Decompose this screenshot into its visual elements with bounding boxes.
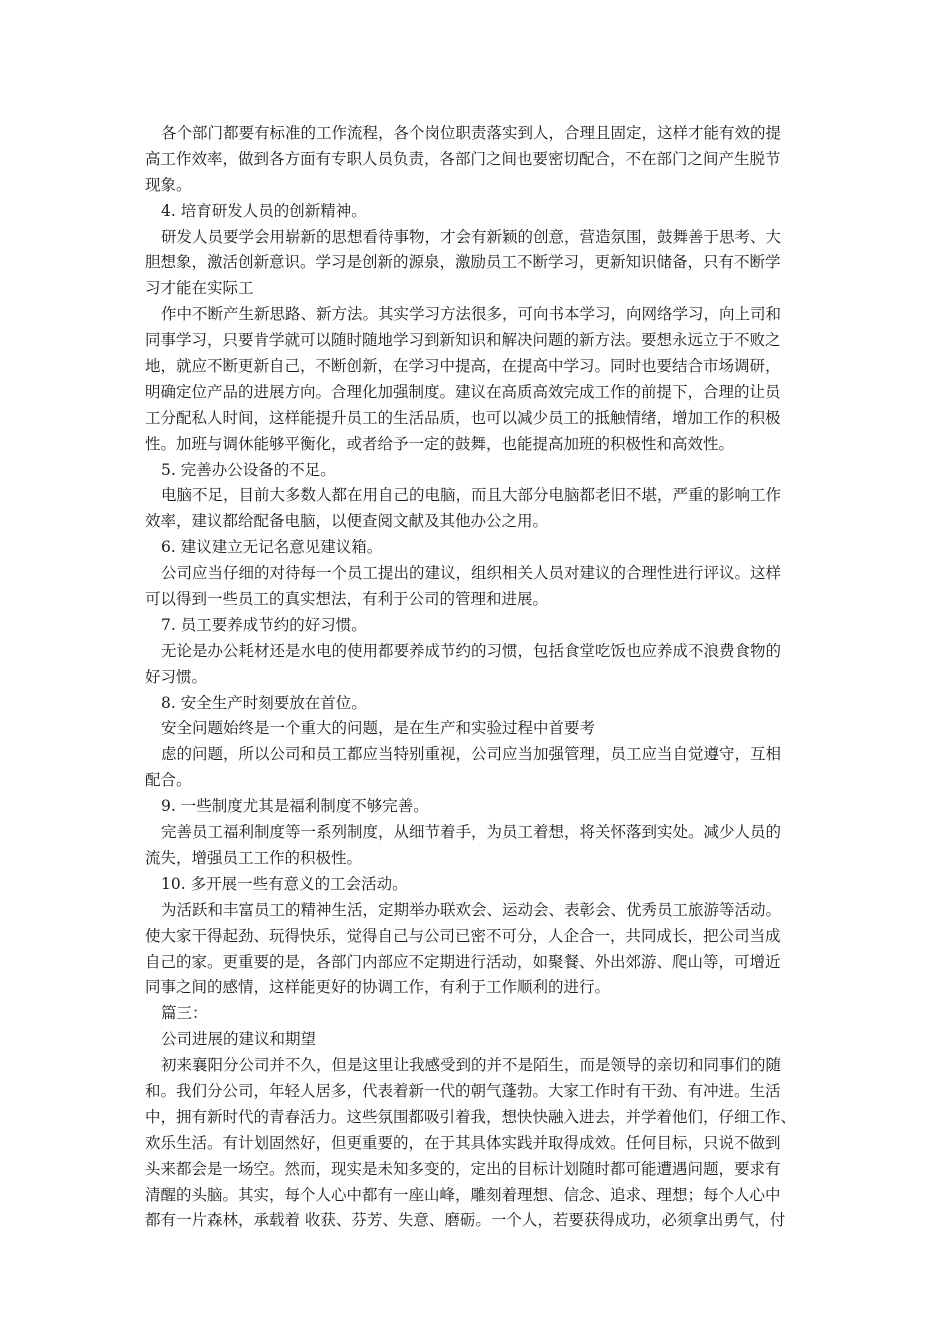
- text-line: 头来都会是一场空。然而，现实是未知多变的，定出的目标计划随时都可能遭遇问题，要求有: [145, 1159, 781, 1178]
- text-line: 初来襄阳分公司并不久，但是这里让我感受到的并不是陌生，而是领导的亲切和同事们的随: [161, 1056, 782, 1075]
- text-line: 7. 员工要养成节约的好习惯。: [161, 615, 367, 634]
- text-line: 欢乐生活。有计划固然好，但更重要的，在于其具体实践并取得成效。任何目标，只说不做到: [145, 1133, 781, 1152]
- text-line: 9. 一些制度尤其是福利制度不够完善。: [161, 797, 429, 816]
- text-line: 篇三：: [161, 1004, 208, 1023]
- text-line: 公司应当仔细的对待每一个员工提出的建议，组织相关人员对建议的合理性进行评议。这样: [161, 564, 782, 583]
- text-line: 现象。: [145, 175, 192, 194]
- text-line: 清醒的头脑。其实，每个人心中都有一座山峰，雕刻着理想、信念、追求、理想；每个人心中: [145, 1185, 781, 1204]
- text-line: 为活跃和丰富员工的精神生活，定期举办联欢会、运动会、表彰会、优秀员工旅游等活动。: [161, 900, 782, 919]
- text-line: 性。加班与调休能够平衡化，或者给予一定的鼓舞，也能提高加班的积极性和高效性。: [145, 434, 735, 453]
- text-line: 公司进展的建议和期望: [161, 1030, 317, 1049]
- text-line: 8. 安全生产时刻要放在首位。: [161, 693, 367, 712]
- text-line: 各个部门都要有标准的工作流程，各个岗位职责落实到人，合理且固定，这样才能有效的提: [161, 124, 782, 142]
- text-line: 作中不断产生新思路、新方法。其实学习方法很多，可向书本学习，向网络学习，向上司和: [161, 305, 782, 324]
- text-line: 研发人员要学会用崭新的思想看待事物，才会有新颖的创意，营造氛围，鼓舞善于思考、大: [161, 227, 782, 246]
- text-line: 胆想象，激活创新意识。学习是创新的源泉，激励员工不断学习，更新知识储备，只有不断学: [145, 253, 781, 272]
- text-line: 都有一片森林，承载着 收获、芬芳、失意、磨砺。一个人，若要获得成功，必须拿出勇气，付: [145, 1211, 786, 1230]
- text-line: 配合。: [145, 771, 192, 790]
- text-line: 使大家干得起劲、玩得快乐，觉得自己与公司已密不可分，人企合一，共同成长，把公司当成: [145, 926, 781, 945]
- text-line: 中，拥有新时代的青春活力。这些氛围都吸引着我，想快快融入进去，并学着他们，仔细工作、: [145, 1107, 797, 1126]
- text-line: 效率，建议都给配备电脑，以便查阅文献及其他办公之用。: [145, 512, 549, 531]
- text-line: 地，就应不断更新自己，不断创新，在学习中提高，在提高中学习。同时也要结合市场调研，: [145, 357, 781, 376]
- text-line: 工分配私人时间，这样能提升员工的生活品质，也可以减少员工的抵触情绪，增加工作的积极: [145, 408, 781, 427]
- document-body: [145, 121, 805, 1234]
- text-line: 虑的问题，所以公司和员工都应当特别重视，公司应当加强管理，员工应当自觉遵守，互相: [161, 745, 782, 764]
- text-line: 同事之间的感情，这样能更好的协调工作，有利于工作顺利的进行。: [145, 978, 611, 997]
- text-line: 安全问题始终是一个重大的问题，是在生产和实验过程中首要考: [161, 719, 596, 738]
- text-line: 4. 培育研发人员的创新精神。: [161, 201, 367, 220]
- text-line: 高工作效率，做到各方面有专职人员负责，各部门之间也要密切配合，不在部门之间产生脱节: [145, 149, 781, 168]
- text-line: 5. 完善办公设备的不足。: [161, 460, 336, 479]
- text-line: 电脑不足，目前大多数人都在用自己的电脑，而且大部分电脑都老旧不堪，严重的影响工作: [161, 486, 782, 505]
- text-line: 10. 多开展一些有意义的工会活动。: [161, 874, 408, 893]
- text-line: 可以得到一些员工的真实想法，有利于公司的管理和进展。: [145, 590, 549, 609]
- text-line: 6. 建议建立无记名意见建议箱。: [161, 538, 383, 557]
- text-line: 好习惯。: [145, 667, 208, 686]
- text-line: 明确定位产品的进展方向。合理化加强制度。建议在高质高效完成工作的前提下，合理的让员: [145, 382, 781, 401]
- text-line: 完善员工福利制度等一系列制度，从细节着手，为员工着想，将关怀落到实处。减少人员的: [161, 823, 782, 842]
- text-line: 无论是办公耗材还是水电的使用都要养成节约的习惯，包括食堂吃饭也应养成不浪费食物的: [161, 641, 782, 660]
- text-line: 自己的家。更重要的是，各部门内部应不定期进行活动，如聚餐、外出郊游、爬山等，可增近: [145, 952, 781, 971]
- text-line: 同事学习，只要肯学就可以随时随地学习到新知识和解决问题的新方法。要想永远立于不败之: [145, 331, 781, 350]
- text-line: 流失，增强员工工作的积极性。: [145, 848, 363, 867]
- text-line: 和。我们分公司，年轻人居多，代表着新一代的朝气蓬勃。大家工作时有干劲、有冲进。生活: [145, 1081, 781, 1100]
- text-line: 习才能在实际工: [145, 279, 254, 298]
